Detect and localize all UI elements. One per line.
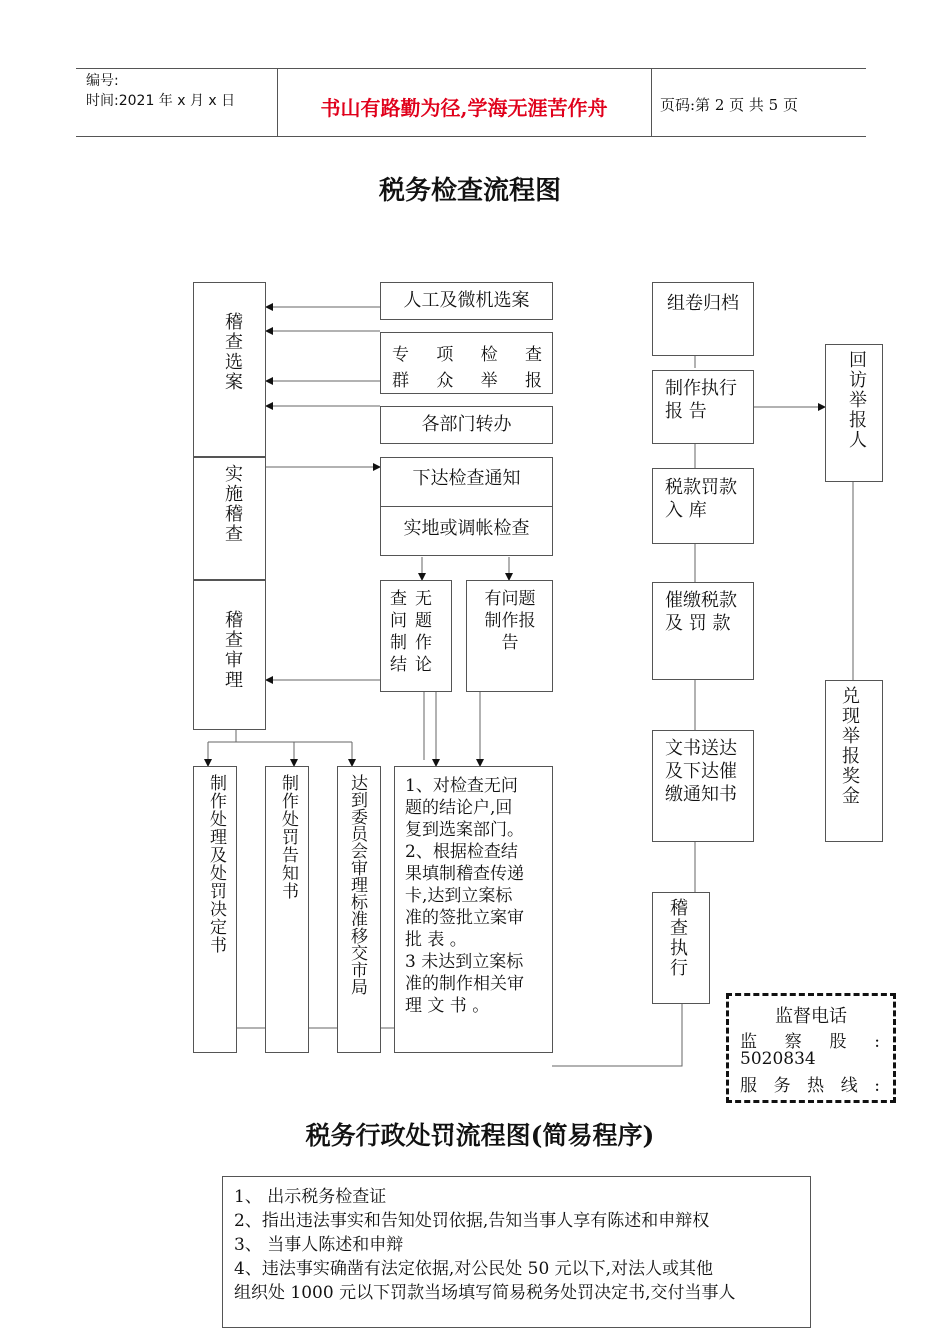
audit-implement-label: 实施稽查 bbox=[222, 464, 243, 544]
supervision-phone: 5020834 bbox=[740, 1049, 816, 1069]
instruction-line: 复到选案部门。 bbox=[405, 820, 524, 840]
supervision-dept: 监 察 股 : bbox=[740, 1032, 880, 1052]
date-text: 时间:2021 年 x 月 x 日 bbox=[86, 93, 236, 109]
source-special-label: 专 项 检 查 bbox=[392, 345, 542, 365]
procedure-step: 3、 当事人陈述和申辩 bbox=[234, 1235, 404, 1255]
procedure-step: 2、指出违法事实和告知处罚依据,告知当事人享有陈述和申辩权 bbox=[234, 1211, 710, 1231]
notice-label: 下达检查通知 bbox=[412, 468, 521, 489]
instruction-line: 批 表 。 bbox=[405, 930, 467, 950]
notice-book-label: 制作处罚告知书 bbox=[278, 774, 298, 900]
header-motto: 书山有路勤为径,学海无涯苦作舟 bbox=[320, 96, 608, 120]
archive-label: 组卷归档 bbox=[667, 293, 739, 314]
instruction-line: 准的签批立案审 bbox=[405, 908, 524, 928]
urge-label: 催缴税款及 罚 款 bbox=[665, 590, 737, 634]
supervision-title: 监督电话 bbox=[775, 1006, 847, 1027]
serial-label: 编号: bbox=[86, 73, 119, 89]
decision-book-label: 制作处理及处罚决定书 bbox=[206, 774, 226, 954]
execute-label: 稽查执行 bbox=[667, 898, 688, 978]
has-problem-label: 有问题制作报告 bbox=[484, 589, 536, 653]
instruction-line: 卡,达到立案标 bbox=[405, 886, 513, 906]
instruction-line: 3 未达到立案标 bbox=[405, 952, 524, 972]
no-problem-label: 查无问题制作结论 bbox=[390, 589, 440, 675]
procedure-step: 1、 出示税务检查证 bbox=[234, 1187, 387, 1207]
exec-report-label: 制作执行报 告 bbox=[665, 378, 737, 422]
instruction-line: 果填制稽查传递 bbox=[405, 864, 524, 884]
page-number: 页码:第 2 页 共 5 页 bbox=[660, 96, 798, 114]
simple-procedure-text bbox=[234, 1185, 804, 1305]
revisit-label: 回访举报人 bbox=[846, 350, 867, 450]
transfer-city-label: 达到委员会审理标准移交市局 bbox=[347, 774, 367, 995]
service-hotline: 服 务 热 线 : bbox=[740, 1076, 880, 1096]
source-transfer-box: 各部门转办 bbox=[380, 406, 553, 444]
instruction-line: 题的结论户,回 bbox=[405, 798, 513, 818]
procedure-step: 组织处 1000 元以下罚款当场填写简易税务处罚决定书,交付当事人 bbox=[234, 1283, 736, 1303]
source-public-label: 群 众 举 报 bbox=[392, 371, 542, 391]
section-title-simple: 税务行政处罚流程图(简易程序) bbox=[305, 1121, 655, 1150]
field-check-label: 实地或调帐检查 bbox=[403, 518, 530, 539]
instruction-line: 1、对检查无问 bbox=[405, 776, 518, 796]
audit-selection-label: 稽查选案 bbox=[222, 312, 243, 392]
instruction-line: 准的制作相关审 bbox=[405, 974, 524, 994]
tax-in-label: 税款罚款入 库 bbox=[665, 477, 737, 521]
instruction-line: 2、根据检查结 bbox=[405, 842, 518, 862]
result-instructions-text bbox=[405, 775, 545, 1017]
procedure-step: 4、违法事实确凿有法定依据,对公民处 50 元以下,对法人或其他 bbox=[234, 1259, 714, 1279]
reward-label: 兑现举报奖金 bbox=[839, 686, 860, 806]
instruction-line: 理 文 书 。 bbox=[405, 996, 490, 1016]
page-title: 税务检查流程图 bbox=[378, 176, 561, 206]
deliver-label: 文书送达及下达催缴通知书 bbox=[665, 738, 737, 805]
audit-review-label: 稽查审理 bbox=[222, 610, 243, 690]
source-manual-box: 人工及微机选案 bbox=[380, 282, 553, 320]
